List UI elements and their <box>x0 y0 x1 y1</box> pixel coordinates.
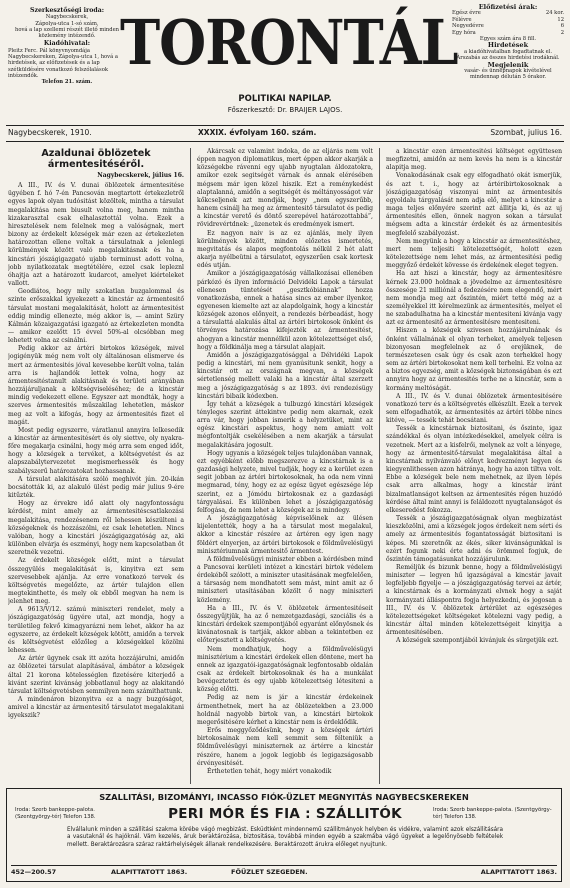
article-paragraph: Az érdekelt községek előtt, mint a társulat összegyülés megalakitását is, kinyitva ezt sem szervesebbek ajánlja. Az erre vonatkozó tervek és költségvetés megelőzte, az ártér tulajdon ellen megtekinthette, és mely ok ebből megvan ha nem is jelenhet meg. <box>8 557 184 606</box>
article-paragraph: A községek szempontjából kivánjuk és sürgetjük ezt. <box>396 637 559 645</box>
advert-footer-bar <box>11 865 557 878</box>
advert-phone: 452—200.57 <box>11 868 57 876</box>
advert-body: Elvállalunk minden a szállitási szakma körébe vágó megbizást. Esküdtként mindennemű szállitmányok helyben és vidékre, valamint azok elszállitására a vasutaknál és hajóknál. Vám kezelés, áruk beraktározása, biztositása, továbbá minden egyéb a szakmába vágó ügyeket a legelőnyösebb feltételek mellett. Beraktározásra száraz raktárhelyiségek állanak rendelkezésére. Beraktározott árukra előleget nyujtunk. <box>67 827 503 848</box>
article-paragraph: Pedig akkor az ártéri birtokos községek, mivel jogigényük még nem volt oly általánosan elismerve és mert az ármentesités jóval kevesebbe került volna, talán arra is hajlandók lettek volna, hogy az ármentesitéstanult alakitásnak és területi arányában hozzájáruljanak a költségviseléséhez; de a kincstár mindig vedekezett ellene. Egyszer azt mondták, hogy a szerves ármentesités műszakilag lehetetlen, máskor meg az volt a kifogás, hogy az ármentesités fizet el magát. <box>8 345 184 426</box>
masthead-right-info <box>452 4 564 81</box>
article-paragraph: A III., IV. és V. dunai öblözetek ármentesitésére vonatkozó terv és a költségvetés elkészült. Ezek a tervek sem elfogadhatók, az ármentesités az ártéri többe nincs kitéve, — tessék tehát bocsátani. <box>386 392 562 425</box>
article-column-2 <box>197 148 373 784</box>
advert-founded-right: ALAPITTATOTT 1863. <box>480 868 557 876</box>
price-row: Egész évre 24 kor. <box>452 10 564 17</box>
article-paragraph: Ez nagyon naiv is az ez ajánlás, mely ilyen körülmények között, minden előzetes ismertetés, megvitatás és alapos megfontolás nélkül 2 hét alatt akarja nyélbeütni a társulatot, egyszerűen csak kortesk edés utján. <box>197 229 373 270</box>
column-1-text <box>8 182 184 720</box>
column-divider <box>190 148 191 784</box>
editor-line: Főszerkesztő: Dr. BRAIJER LAJOS. <box>227 106 343 114</box>
article-paragraph: Erős meggyőződésünk, hogy a községek ártéri birtokosainak nem kell semmit sem félteniük a földművelésügyi miniszternek az ártérre a kincstár részére, hanem a jogok legjobb és legigazságosabb érvényesitését. <box>197 727 373 767</box>
prices-heading: Előfizetési árak: <box>478 3 538 11</box>
advertisement-box <box>6 788 562 882</box>
article-paragraph: Az ártér ügynek csak itt azóta hozzájárulni, amidőn az öblözetei társulat alapításával, ámbátor a községek által 21 korona kötelességlen fizetésére kiterjedő a kivánt szerint kivánság jobbatlanul hogy az alakitandó társulat költségvetésben semmilyen nem számithattunk. <box>8 655 184 695</box>
article-column-1 <box>8 148 184 784</box>
article-paragraph: A földművelésügyi miniszter ebben a kérdésben mind a Pancsovai kerületi intézet a kincstári birtok védelem érdekéből szólott, a miniszter utasitásának megfelelően, a társaság nem mondhatott sem mást, mint amit az ő miniszteri utasításában közölt ő nagy miniszteri közlemény. <box>197 555 373 604</box>
article-paragraph: A társulat alakitására szóló meghivót jún. 20-ikán bocsátották ki, az alakuló ülést pedig már julius 9-ére kitűzték. <box>8 475 184 500</box>
article-paragraph: Most pedig egyszerre, váratlanul annyira lelkesedik a kincstár az ármentesitésért és oly siettve, oly nyakra-főre megakarja csinálni, hogy még arra sem enged időt, hogy a községek a tervéket, a költségvetést és az alapszabálytervezetet megismerhessék és hogy szabályszerű határozatokat hozhassanak. <box>8 426 184 475</box>
article-dateline: Nagybecskerek, július 16. <box>97 172 184 179</box>
article-paragraph: Nem mondhatjuk, hogy a földművelésügyi minisztérium a kincstári érdekek ellen döntene, mert ha ennek az igazgatói-igazgatóságnak legfontosabb oldalán csak az érdekelt birtokosoknak és ha a munkálat bevégeztetett és egy ujabb kötelezettség létesiteni a község előtti. <box>197 645 373 694</box>
office-note: hová a lap szellemi részét illető minden közlemény intézendő. <box>15 26 119 40</box>
ads-text: a kiadóhivatalban fogadtatnak el. Árszabás az összes hirdetési irodáknál. <box>456 48 560 62</box>
office-address: Zápolya-utca 1-só szám, <box>35 20 99 27</box>
appears-text: vasár- és ünnepnapok kivételével mindennap délután 5 órakor. <box>464 68 552 81</box>
column-2-text <box>197 148 373 776</box>
publisher-text: Pleitz Ferc. Pál könyvnyomdája Nagybecskereken, Zápolya-utca 1, hová a hirdetések, az előfizetések és a lap szétküldésére vonatkozó felszólalások intézendők. <box>8 47 118 79</box>
article-paragraph: Vonakodásának csak egy elfogadható okát ismerjük, és azt t. i., hogy az ártéribirtokosoknak a jószágigazgatóság viszonyai mint az ármentesités egyoldalu tárgyalását nem adja elő, melyet a kincstár a maga teljes előnyére szerint azt állitja ki, és az uj ármentesités ellen, önnek nagyon sokan a társulat mégsem adta a kincstár érdekét és az ármentesités megfelelő szabályozást. <box>386 172 562 237</box>
article-paragraph: Hiszen a községek szivesen hozzájárulnának és önként vállalnának el olyan terheket, amelyek teljesen bizonyosan megfelelnek az ő erejüknek, de természetesen csak úgy és csak azon terhekkel hogy sem az ártéri birtokosokat nem kell terhelni. Ez volna az a biztos egyezség, amit a községek biztonságában és ezt annyira hogy az ármentesités terhe ne a kincstár, sem a kormány meltóságát. <box>386 327 562 392</box>
ads-heading: Hirdetések <box>487 41 529 50</box>
publisher-heading: Kiadóhivatal: <box>43 40 91 48</box>
article-paragraph: A jószágigazgatóság képviselőinek az ülésen kijelentették, hogy a ha a társulat most megalakul, akkor a kincstár részére az ártéren egy igen nagy földért elnyerjen, az ártéri birtokosok e földművelésügyi minisztériumnak ármentesitő ármentest. <box>197 515 373 555</box>
office-phone: Telefon 21. szám. <box>41 79 93 86</box>
column-3-text <box>386 148 562 646</box>
office-city: Nagybecskerek, <box>45 14 89 21</box>
article-paragraph: Ha a III., IV. és V. öblözetek ármentesitéseit összegyűjtjük, ha az ő nemzetgazdasági, szociális és a kincstári érdekek szempontjából egyaránt előnyösnek és kivánatosnak is tartják, akkor abban a tekintetben ez előterjesztett a költségvetés. <box>197 604 373 645</box>
price-row: Félévre 12 <box>452 16 564 23</box>
article-paragraph: Reméljük és bizunk benne, hogy a földművelésügyi miniszter — legyen hű igazságával a kincstár javait legfeljebb figyelje — a jószágigazgatóság tervei az ártér, a kincstárnak és a kormányzati elvnek hogy a saját kormányzati álláspontra fogja helyezkedni, és jogosan a III., IV. és V. öblözetek ártérület az egészséges kötelezettségeket költségeket kötelezni vagy pedig, a kincstár által minden kötelezettségeit kinyitja a ármentesitésében. <box>386 563 562 637</box>
advert-office-right: Iroda: Szerb bankeppe-palota. (Szentgyörgy-tér) Telefon 138. <box>433 807 552 820</box>
appears-heading: Megjelenik <box>487 60 529 69</box>
article-paragraph: A 9613/V/12. számú miniszteri rendelet, mely a jószágigazgatóság ügyére utal, azt mondja, hogy a területileg fekvő kimagyarázni nem lehet, akkor ha az egyszerre, az érdekelt községek kötött, amidőn a tervek és költségvetést előzőleg a községekkel közölni lehessen. <box>8 606 184 655</box>
masthead-rule-bottom <box>6 141 564 142</box>
advert-firm-name: PERI MÓR ÉS FIA : SZÁLLITÓK <box>168 806 402 822</box>
article-paragraph: Érthetetlen tehát, hogy miért vonakodik <box>207 767 332 775</box>
price-row: Negyedévre 6 <box>452 23 564 30</box>
article-paragraph: Amikor a jószágigazgatóság vállalkozásai ellenében párkózó és ilyen információ Delvidéki Lapok a társulat ellenesen tüntetését „gesztkóbiánnak” hozza vonatkozásba, ennek a hatása sincs az ember ilyenkor, egyenesen kiemelte azt az alapdolgaink, hogy a kincstár községek azonos előnyeit, a rendezés bérbeadást, hogy a társulattá alakulás által az ártéri birtokosok önként és törvényes határozása kifejezték az ármentesitést, ahogyan a kincstár mennélkül azon kötelezettséget első, hogy a földkinálja meg a társulat alapjait. <box>197 270 373 351</box>
article-paragraph: Amidőn a jószágigazgatósággal a Délvidéki Lapok pedig a kincstári, mi nem gyanúsitunk senkit, hogy a kincstár ott az országnak megvan, a községek sértetlenség mellett valaki ha a kincstár által szerzett meg a jószágigazgatóság s az 1893. évi rendezésügy kincstári bibaik kódexben. <box>197 351 373 400</box>
newspaper-subtitle: POLITIKAI NAPILAP. <box>238 94 332 104</box>
article-paragraph: A mindenáron bizonyitva ez a nagy buzgóságot, amivel a kincstár az ármentesitő társulatot megalakitani igyekszik? <box>8 696 184 720</box>
advert-headline: SZALLITÁSI, BIZOMÁNYI, INCASSO FIÓK-ÜZLET MEGNYITÁS NAGYBECSKEREKEN <box>99 792 469 802</box>
article-paragraph: Tessék a kincstárnak biztositani, és őszinte, igaz szándékkal és olyan intézkedésekkel, amelyek célra is vezetnek. Mert az a kisfelrői, melynek az volt a lényege, hogy az ármentesitő-társulat megalakitása által a kincstárnak nyilvánvaló előnyt kedvezményt legyen és kiegyenlithessen azon hátránya, hogy ha azon tiltva volt. Ebbe a községek bele nem mehetnek, az ilyen lépés csak arra alkalmas, hogy a kincstár iránt bizalmatlanságot keltsen az ármentesités régen huzódó kérdése által mint annyi is feláldozott nyugtalanságot és elkeseredést fokozza. <box>386 425 562 514</box>
single-price: Egyes szám ára 8 fill. <box>479 36 537 43</box>
article-paragraph: a kincstár ezen ármentesitési költséget együttesen megfizetni, amidőn az nem kevés ha nem is a kincstár alapitja meg. <box>386 148 562 172</box>
masthead-left-info <box>8 6 126 86</box>
dateline <box>8 128 562 140</box>
dateline-place: Nagybecskerek, 1910. <box>8 128 92 137</box>
article-paragraph: Így tehát a községek a tulbuzgó kincstári községek tényleges szerint áttekintve pedig nem akarnak, ezek arra vár, hogy jobban ismerik a helyzetüket, mint az egész kincstári aspektus, hogy nem amiatt volt mégfontoltják csekélésében a nem akarják a társulat megalakitására jogosult. <box>197 400 373 449</box>
advert-founded-left: ALAPITTATOTT 1863. <box>111 868 188 876</box>
article-paragraph: Ha azt hiszi a kincstár, hogy az ármentesitésre kérnek 23.000 holdnak a jövedelme az ármentesitésre összesége 21 milliónál a fedezésére nem elegendő, mért nem mondja meg azt őszintén, miért tetté még az a személyekkel itt kérelmezünk az ármentesités, melyet el ne szabadulhatna ha a kincstár mentesiteni kivánja vagy azt ez ármentesitő az ármentesitésre mentesiteni. <box>386 270 562 327</box>
advert-hq: FŐÜZLET SZEGEDEN. <box>231 868 308 876</box>
newspaper-title: TORONTÁL <box>120 5 458 79</box>
article-column-3 <box>386 148 562 784</box>
price-row: Egy hóra 2 <box>452 29 564 36</box>
masthead-rule-top <box>6 125 564 126</box>
article-paragraph: Pedig az nem is jár a kincstár érdekeinek ármenthetnek, mert ha az öblözetekben a 23.000 holdnál nagyobb birtok van, a kincstári birtokok megerősitésére kérhet a kincstár nem is érdeklődik. <box>197 694 373 726</box>
column-divider <box>379 148 380 784</box>
article-paragraph: Tessék a jószágigazgatóságnak olyan megbizatást kieszközölni, ami a községek jogos érdekeit nem sérti és amely az ármentesités fogantatosságát biztositani is képes. Mi szeretnők az ékés, siker kivánságunkkal is ezért fogunk neki érte adni és örömmel fogjuk, de őszintén támogatásunkat hozzájárulunk. <box>386 515 562 563</box>
dateline-day: Szombat, julius 16. <box>490 128 562 137</box>
article-paragraph: Nem megyünk a hogy a kincstár az ármentesitéshez, mert nem teljesiti kötelezettségét, holott ezen kötelezettsége nem lehet más, az ármentesitési pedig meggyőző érdekét kövesse és érdekének eleget tegyen. <box>386 237 562 270</box>
article-paragraph: A III., IV. és V. dunai öblözetek ármentesitése ügyében f. hó 7-én Pancsován megtartott értekezletről egyes lapok olyan tudósitást közöltek, mintha a társulat megalakitása nem biusult volna meg, hanem mintha kizakarasztal csak elhalasztottál volna. Ezek a hiresztelések nem felelnek meg a valóságnak, mert bizony az érdekelt községek már ezen az értekezleten határozottan ellene voltak a társulatnak a jelenlegi körülmények között való megalakitásnak és ha a kincstári jószágigazgató ujabb terminust adott volna, jobb nyilatkozatak megtétélére, ezzel csak lepleznl óhajtja azt a határozott kudarcot, amelyet kiérteleket vallott. <box>8 182 184 288</box>
article-paragraph: Akárcsak ez valamint indoka, de az eljárás nem volt éppen nagyon diplomatikus, mert éppen akkor akarják a községekbe rávenni egy ujabb nyugtalan áldozatokra, amikor ezek segitségét várnak és annak elérésében mégsem már igen közel hiszik. Ezt a reménykedést alaptalanná, amidőn a segitségét és méltányosságot vár kőkcseljenek azt mondják, hogy „nem egyszerűbb, hanem csinálj ha meg az ármentesitő társulatot és pedig a kincstár verető és döntő szerepével határozottabbá”, rövidrevértdnek: „üzenetek és eredmények ismert. <box>197 148 373 229</box>
article-paragraph: Hogy ugyanis a községek teljes tulajdonában vannak, ezt egyébként előbb megszerezve a kincstárnak is a gazdasági helyzete, mivel tudják, hogy ez a kerület ezen segit jobban az ártéri birtokosoknak, ha oda nem vinni megmarad, tény, hogy ez az egész ügyet egészsége lép szerint, ez a Jómódu birtokosnak ez a gazdasági tárgyalásai. Es különben lehet a jószágigazgatóság felfogása, de nem lehet a községek az is mindegy. <box>197 449 373 514</box>
article-paragraph: Geodiátos, hogy mily szokatlan buzgalommal és szinte erőszakkal igyekezett a kincstár az ármentesitő társulat mostani megalakitását, holott az ármentesitést eddig mindig ellenezte, még akkor is, — amint Szüry Kálmán közaigazgatási igazgató az értekezleten mondta — amikor ezelőtt 15 évvel 50%-al olcsóbban meg lehetett volna az csinálni. <box>8 288 184 345</box>
article-title: Azaldunai öblözetek ármentesitéséről. <box>41 148 151 170</box>
advert-office-left: Iroda: Szerb bankeppe-palota. (Szentgyörgy-tér) Telefon 138. <box>15 807 96 820</box>
article-paragraph: Hogy az érvekre idő alatt oly nagyfontosságu kérdést, mint amely az ármentesitéscsatlakozási megalakitása, rendezésenem ről lehessen készülteni a községeknek és hozzászólni, ez csak lehetetlen. Nincs valóban, hogy a kincstári jószágigazgatóság az, aki különben elvárja és eszményi, hogy nem kapcsolatban őt szeretnék vezetni. <box>8 500 184 557</box>
office-heading: Szerkesztőségi iroda: <box>30 7 104 14</box>
dateline-issue: XXXIX. évfolyam 160. szám. <box>198 128 317 137</box>
